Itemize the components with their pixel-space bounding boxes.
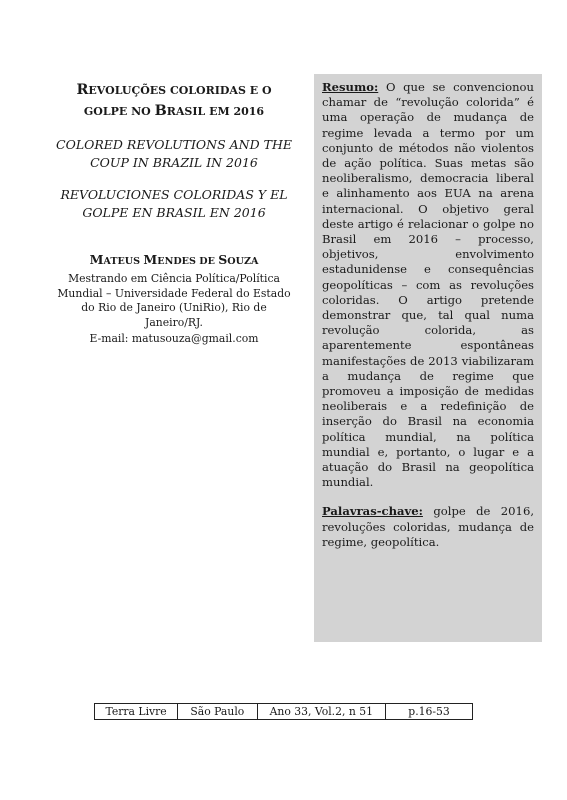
- article-title-english: COLORED REVOLUTIONS AND THE COUP IN BRAZIL IN 2016: [56, 137, 292, 170]
- author-affiliation: Mestrando em Ciência Política/Política Mundial – Universidade Federal do Estado do Rio de Janeiro (UniRio), Rio de Janeiro/RJ.: [57, 272, 291, 329]
- author-email: E-mail: matusouza@gmail.com: [89, 332, 259, 346]
- title-block: [48, 80, 300, 347]
- footer-citation-table: [94, 703, 473, 720]
- article-title-portuguese: [48, 80, 300, 122]
- footer-journal: Terra Livre: [95, 704, 178, 720]
- keywords-paragraph: [322, 504, 534, 550]
- table-row: [95, 704, 473, 720]
- abstract-paragraph: [322, 80, 534, 490]
- title-initial-r: R: [76, 81, 89, 98]
- author-part-endes: ENDES DE: [157, 256, 219, 267]
- title-initial-b: B: [154, 102, 167, 119]
- abstract-label: Resumo:: [322, 80, 379, 94]
- abstract-text: O que se convencionou chamar de “revolução colorida” é uma operação de mudança de regime levada a termo por um conjunto de métodos não violentos de ação política. Suas metas são neoliberalismo, democracia liberal e alinhamento aos EUA na arena internacional. O objetivo geral deste artigo é relacionar o golpe no Brasil em 2016 – processo, objetivos, envolvimento estadunidense e consequências geopolíticas – com as revoluções coloridas. O artigo pretende demonstrar que, tal qual numa revolução colorida, as aparentemente espontâneas manifestações de 2013 viabilizaram a mudança de regime que promoveu a imposição de medidas neoliberais e a redefinição de inserção do Brasil na economia política mundial, na política mundial e, portanto, o lugar e a atuação do Brasil na geopolítica mundial.: [322, 80, 534, 490]
- author-initial-m2: M: [143, 252, 158, 267]
- footer-city: São Paulo: [178, 704, 257, 720]
- author-initial-s: S: [218, 252, 228, 267]
- article-title-spanish: REVOLUCIONES COLORIDAS Y EL GOLPE EN BRASIL EN 2016: [60, 187, 288, 220]
- keywords-label: Palavras-chave:: [322, 504, 423, 519]
- author-initial-m: M: [89, 252, 104, 267]
- author-name: [48, 252, 300, 270]
- title-line1-rest: EVOLUÇÕES COLORIDAS E O: [88, 84, 272, 97]
- keywords-text: golpe de 2016, revoluções coloridas, mudança de regime, geopolítica.: [322, 504, 534, 549]
- abstract-box: [314, 74, 542, 642]
- author-part-ateus: ATEUS: [103, 256, 144, 267]
- footer-pages: p.16-53: [386, 704, 473, 720]
- author-part-ouza: OUZA: [227, 256, 259, 267]
- title-line2-b: RASIL EM 2016: [166, 105, 265, 118]
- footer-volume: Ano 33, Vol.2, n 51: [257, 704, 386, 720]
- title-line2-a: GOLPE NO: [83, 105, 155, 118]
